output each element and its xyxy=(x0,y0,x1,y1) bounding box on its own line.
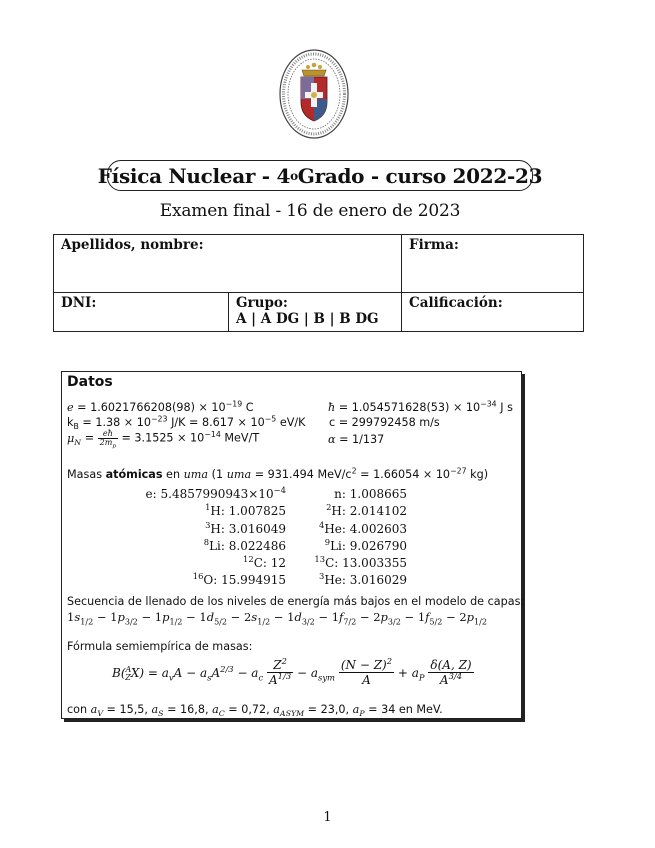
semf-parameters: con $a_V = 15,5$, $a_S = 16,8$, $a_C = 0,72$, $a_{ASYM} = 23,0$, $a_P = 34$ en MeV. xyxy=(67,703,443,719)
mass-row: $^3$He: 3.016029 xyxy=(318,571,407,588)
university-seal xyxy=(278,48,350,140)
mass-row: $^{13}$C: 13.003355 xyxy=(314,554,407,571)
shell-level: $1d_{3/2}$ xyxy=(287,610,315,627)
shell-level: $1p_{1/2}$ xyxy=(154,610,183,627)
signature-field[interactable] xyxy=(402,235,584,293)
boltzmann-constant: $k_B = 1.38 \times 10^{-23}$ $J/K = 8.617 \times 10^{-5}$ eV/K xyxy=(67,414,306,432)
shell-level: $2s_{1/2}$ xyxy=(243,610,271,627)
shell-level: $1p_{3/2}$ xyxy=(110,610,138,627)
student-info-table xyxy=(53,234,584,332)
shell-model-intro: Secuencia de llenado de los niveles de energía más bajos en el modelo de capas: xyxy=(67,595,525,608)
fine-structure: α = 1/137 xyxy=(328,433,385,446)
grade-field xyxy=(402,293,584,332)
mass-row: $^1$H: 1.007825 xyxy=(205,502,286,519)
dni-label: DNI: xyxy=(61,295,97,311)
shell-level: $1f_{5/2}$ xyxy=(417,610,443,627)
mass-row: $^3$H: 3.016049 xyxy=(205,519,286,536)
mass-row: e: $5.4857990943\times 10^{-4}$ xyxy=(145,485,286,501)
name-field[interactable] xyxy=(54,235,402,293)
data-heading: Datos xyxy=(67,374,113,390)
group-field[interactable] xyxy=(229,293,402,332)
masses-right-column xyxy=(297,486,407,590)
shell-level: $1d_{5/2}$ xyxy=(199,610,228,627)
semf-formula: $B(^A_ZX) = a_vA - a_sA^{2/3} - a_c$ $\frac{Z^2}{A^{1/3}}$ − $a_{sym}$ $\frac{(N - Z)^2}{A}$ + $a_P$ $\frac{\delta(A, Z)}{A^{3/4}}$ xyxy=(112,656,472,687)
nuclear-magneton: $\mu_N$ = $\frac{eħ}{2m_p}$ = $3.1525 \times 10^{-14}$ MeV/T xyxy=(67,429,260,450)
mass-row: $^{16}$O: 15.994915 xyxy=(192,571,286,588)
shell-level: $2p_{1/2}$ xyxy=(459,610,487,627)
shell-level: $1f_{7/2}$ xyxy=(331,610,357,627)
semf-intro: Fórmula semiempírica de masas: xyxy=(67,640,253,653)
mass-row: $^8$Li: 8.022486 xyxy=(203,536,286,553)
mass-row: $^{12}$C: 12 xyxy=(243,554,286,571)
mass-row: n: 1.008665 xyxy=(334,487,407,501)
dni-field[interactable] xyxy=(54,293,229,332)
shell-level: $1s_{1/2}$ xyxy=(67,610,94,627)
masses-intro: Masas atómicas en uma (1 uma = 931.494 MeV/$c^2 = 1.66054 \times 10^{-27}$ kg) xyxy=(67,466,489,481)
group-label: Grupo: xyxy=(236,295,288,311)
constants-box xyxy=(61,371,525,719)
speed-of-light: c = 299792458 m/s xyxy=(329,416,440,429)
masses-left-column xyxy=(122,486,286,590)
mass-row: $^2$H: 2.014102 xyxy=(326,502,407,519)
exam-title: Física Nuclear - 4 o Grado - curso 2022-23 xyxy=(107,160,533,191)
group-options: A | A DG | B | B DG xyxy=(236,311,379,327)
mass-row: $^9$Li: 9.026790 xyxy=(324,536,407,553)
hbar-constant: ħ = $1.054571628(53) \times 10^{-34}$ J s xyxy=(328,399,513,414)
exam-subtitle: Examen final - 16 de enero de 2023 xyxy=(159,201,461,221)
shell-sequence: $1s_{1/2} - 1p_{3/2} - 1p_{1/2} - 1d_{5/2} - 2s_{1/2} - 1d_{3/2} - 1f_{7/2} - 2p_{3/2} - 1f_{5/2} - 2p_{1/2}$ xyxy=(67,610,487,627)
shell-level: $2p_{3/2}$ xyxy=(373,610,401,627)
name-label: Apellidos, nombre: xyxy=(61,237,204,253)
electron-charge: $e = 1.6021766208(98) \times 10^{-19}$ C xyxy=(67,399,254,414)
page-number: 1 xyxy=(323,810,332,825)
mass-row: $^4$He: 4.002603 xyxy=(318,519,407,536)
grade-label: Calificación: xyxy=(409,295,503,311)
signature-label: Firma: xyxy=(409,237,459,253)
